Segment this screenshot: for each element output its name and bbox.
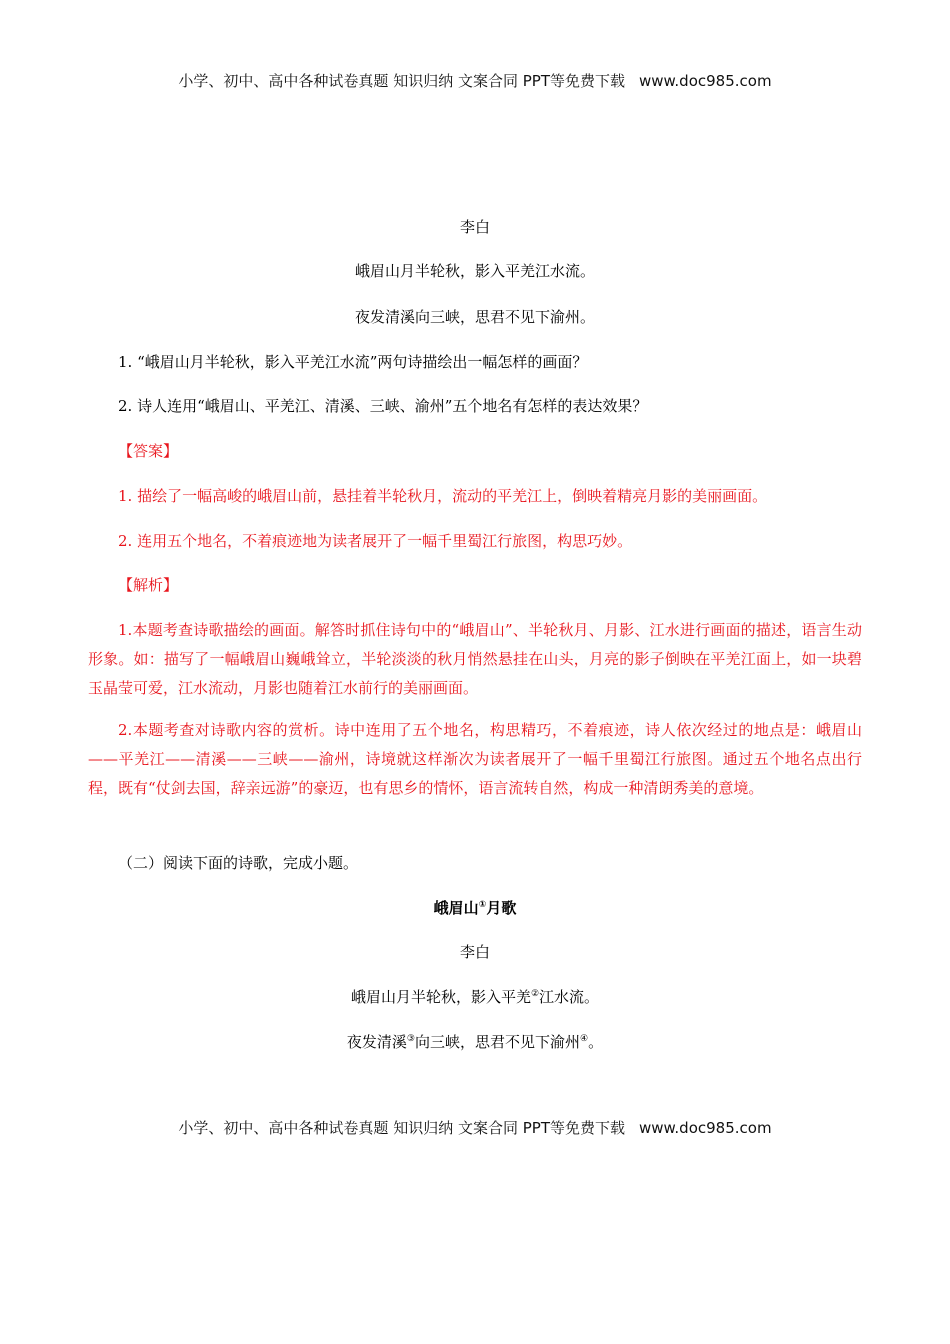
question-2: 2. 诗人连用“峨眉山、平羌江、清溪、三峡、渝州”五个地名有怎样的表达效果？	[118, 397, 648, 415]
poem2-line2-a: 夜发清溪	[346, 1033, 407, 1051]
page-header	[0, 70, 950, 91]
poem2-title-part2: 月歌	[486, 899, 517, 917]
footnote-marker-2: ②	[530, 989, 540, 999]
poem2-line1	[0, 986, 950, 1008]
poem1-line2: 夜发清溪向三峡，思君不见下渝州。	[354, 308, 595, 326]
footnote-marker-3: ③	[406, 1034, 415, 1044]
poem2-title	[0, 897, 950, 919]
footnote-marker-1: ①	[478, 900, 487, 910]
footer-text: 小学、初中、高中各种试卷真题 知识归纳 文案合同 PPT等免费下载	[178, 1119, 625, 1137]
question-1: 1. “峨眉山月半轮秋，影入平羌江水流”两句诗描绘出一幅怎样的画面？	[118, 353, 588, 371]
poem2-line2	[0, 1031, 950, 1053]
header-text: 小学、初中、高中各种试卷真题 知识归纳 文案合同 PPT等免费下载	[178, 72, 625, 90]
answer-label: 【答案】	[118, 442, 179, 460]
answer-item-2: 2. 连用五个地名，不着痕迹地为读者展开了一幅千里蜀江行旅图，构思巧妙。	[118, 532, 633, 550]
footer-url[interactable]: www.doc985.com	[638, 1119, 772, 1137]
analysis-label: 【解析】	[118, 576, 179, 594]
poem1-line1: 峨眉山月半轮秋，影入平羌江水流。	[354, 262, 595, 280]
header-url[interactable]: www.doc985.com	[638, 72, 772, 90]
footnote-marker-4: ④	[580, 1034, 589, 1044]
poem2-author: 李白	[459, 943, 490, 961]
poem2-title-part1: 峨眉山	[433, 899, 479, 917]
poem1-author: 李白	[459, 218, 490, 236]
analysis-paragraph-1: 1.本题考查诗歌描绘的画面。解答时抓住诗句中的“峨眉山”、半轮秋月、月影、江水进行画面的描述，语言生动形象。如：描写了一幅峨眉山巍峨耸立，半轮淡淡的秋月悄然悬挂在山头，月亮的影子倒映在平羌江面上，如一块碧玉晶莹可爱，江水流动，月影也随着江水前行的美丽画面。	[88, 621, 862, 697]
analysis-paragraph-2: 2.本题考查对诗歌内容的赏析。诗中连用了五个地名，构思精巧，不着痕迹，诗人依次经过的地点是：峨眉山——平羌江——清溪——三峡——渝州，诗境就这样渐次为读者展开了一幅千里蜀江行旅图。通过五个地名点出行程，既有“仗剑去国，辞亲远游”的豪迈，也有思乡的情怀，语言流转自然，构成一种清朗秀美的意境。	[88, 721, 862, 797]
poem2-line2-b: 向三峡，思君不见下渝州	[414, 1033, 580, 1051]
page-footer	[0, 1117, 950, 1138]
poem2-line1-b: 江水流。	[539, 988, 600, 1006]
section2-intro: （二）阅读下面的诗歌，完成小题。	[118, 854, 359, 872]
poem2-line2-c: 。	[588, 1033, 604, 1051]
poem2-line1-a: 峨眉山月半轮秋，影入平羌	[350, 988, 531, 1006]
answer-item-1: 1. 描绘了一幅高峻的峨眉山前，悬挂着半轮秋月，流动的平羌江上，倒映着精亮月影的美丽画面。	[118, 487, 768, 505]
